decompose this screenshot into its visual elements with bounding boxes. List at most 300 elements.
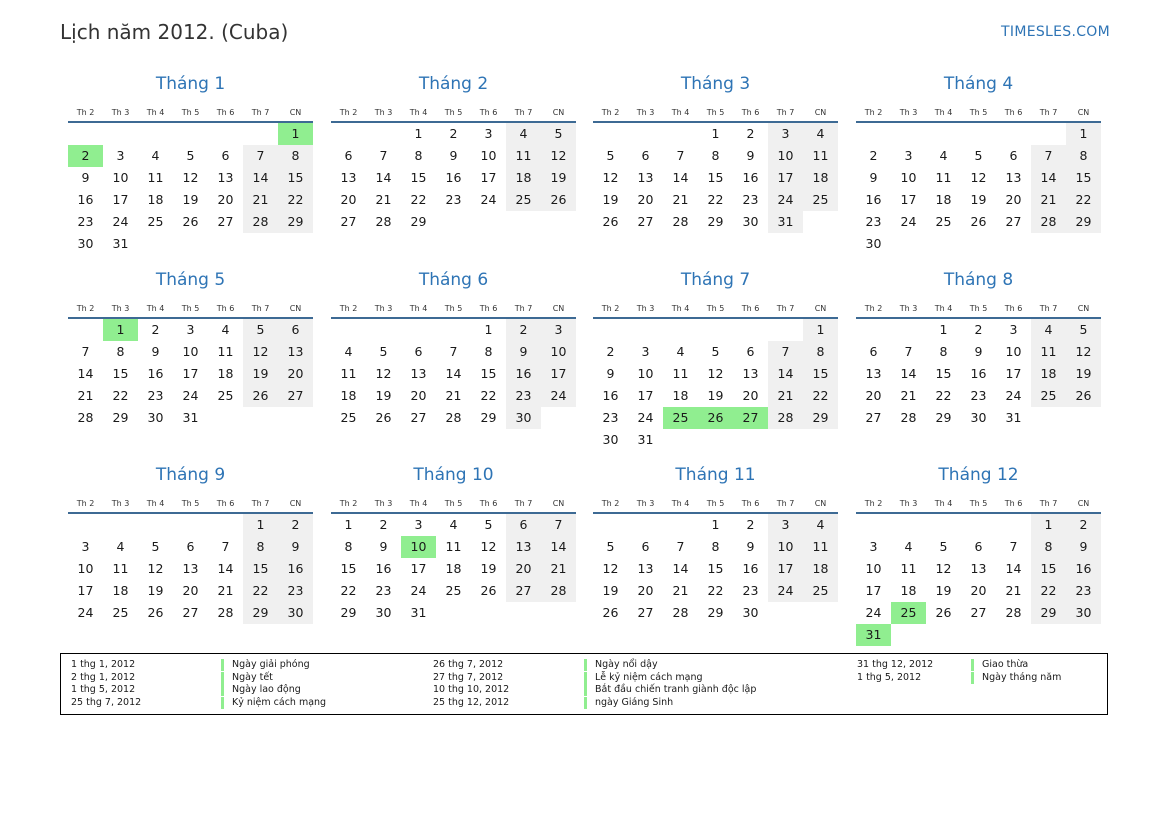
day-cell: 2 bbox=[869, 148, 878, 163]
day-cell: 9 bbox=[746, 539, 755, 554]
day-cell: 23 bbox=[865, 214, 882, 229]
weekday-label: Th 4 bbox=[409, 304, 428, 313]
day-cell: 13 bbox=[182, 561, 199, 576]
day-cell: 9 bbox=[506, 341, 541, 363]
day-cell: 17 bbox=[182, 366, 199, 381]
day-cell: 31 bbox=[182, 410, 199, 425]
day-cell: 14 bbox=[445, 366, 462, 381]
day-cell: 7 bbox=[904, 344, 913, 359]
month-2 bbox=[331, 74, 576, 266]
weekday-label: CN bbox=[552, 499, 565, 508]
day-cell: 30 bbox=[278, 602, 313, 624]
day-cell: 8 bbox=[414, 148, 423, 163]
month-4 bbox=[856, 74, 1101, 266]
day-cell: 21 bbox=[768, 385, 803, 407]
day-cell: 4 bbox=[676, 344, 685, 359]
day-cell: 26 bbox=[970, 214, 987, 229]
month-title: Tháng 3 bbox=[680, 74, 751, 94]
day-cell: 24 bbox=[865, 605, 882, 620]
day-cell: 25 bbox=[935, 214, 952, 229]
day-cell: 15 bbox=[1031, 558, 1066, 580]
day-cell: 25 bbox=[1031, 385, 1066, 407]
day-cell: 5 bbox=[484, 517, 493, 532]
day-cell: 7 bbox=[81, 344, 90, 359]
day-cell: 30 bbox=[506, 407, 541, 429]
weekday-label: CN bbox=[814, 304, 827, 313]
day-cell: 13 bbox=[410, 366, 427, 381]
weekday-label: Th 3 bbox=[374, 499, 393, 508]
month-title: Tháng 7 bbox=[680, 270, 751, 290]
day-cell: 14 bbox=[672, 170, 689, 185]
day-cell: 27 bbox=[410, 410, 427, 425]
month-3 bbox=[593, 74, 838, 266]
day-cell: 6 bbox=[506, 514, 541, 536]
weekday-label: Th 6 bbox=[741, 304, 760, 313]
day-cell: 8 bbox=[1066, 145, 1101, 167]
legend-holiday-name: Kỷ niệm cách mạng bbox=[221, 697, 326, 709]
day-cell: 14 bbox=[77, 366, 94, 381]
day-cell: 2 bbox=[278, 514, 313, 536]
day-cell: 18 bbox=[900, 583, 917, 598]
weekday-label: Th 4 bbox=[146, 499, 165, 508]
weekday-label: Th 3 bbox=[899, 304, 918, 313]
day-cell: 12 bbox=[243, 341, 278, 363]
holiday-day-cell: 10 bbox=[401, 536, 436, 558]
day-cell: 8 bbox=[1031, 536, 1066, 558]
day-cell: 30 bbox=[865, 236, 882, 251]
day-cell: 15 bbox=[243, 558, 278, 580]
weekday-label: CN bbox=[1077, 108, 1090, 117]
day-cell: 23 bbox=[77, 214, 94, 229]
day-cell: 25 bbox=[112, 605, 129, 620]
day-cell: 23 bbox=[742, 192, 759, 207]
day-cell: 17 bbox=[637, 388, 654, 403]
day-cell: 23 bbox=[602, 410, 619, 425]
day-cell: 5 bbox=[606, 539, 615, 554]
day-cell: 13 bbox=[278, 341, 313, 363]
day-cell: 14 bbox=[1031, 167, 1066, 189]
day-cell: 27 bbox=[1005, 214, 1022, 229]
day-cell: 9 bbox=[81, 170, 90, 185]
legend-date: 25 thg 12, 2012 bbox=[433, 696, 510, 708]
day-cell: 18 bbox=[217, 366, 234, 381]
day-cell: 31 bbox=[112, 236, 129, 251]
day-cell: 8 bbox=[711, 539, 720, 554]
day-cell: 13 bbox=[970, 561, 987, 576]
day-cell: 11 bbox=[803, 536, 838, 558]
day-cell: 21 bbox=[1005, 583, 1022, 598]
weekday-label: Th 3 bbox=[111, 304, 130, 313]
day-cell: 4 bbox=[1031, 319, 1066, 341]
weekday-label: Th 6 bbox=[1004, 108, 1023, 117]
day-cell: 3 bbox=[186, 322, 195, 337]
day-cell: 20 bbox=[340, 192, 357, 207]
day-cell: 6 bbox=[641, 539, 650, 554]
day-cell: 18 bbox=[147, 192, 164, 207]
day-cell: 1 bbox=[803, 319, 838, 341]
day-cell: 16 bbox=[602, 388, 619, 403]
day-cell: 20 bbox=[637, 583, 654, 598]
day-cell: 22 bbox=[340, 583, 357, 598]
month-title: Tháng 2 bbox=[418, 74, 489, 94]
day-cell: 13 bbox=[637, 561, 654, 576]
weekday-label: Th 2 bbox=[339, 304, 358, 313]
weekday-label: Th 6 bbox=[1004, 304, 1023, 313]
day-cell: 8 bbox=[939, 344, 948, 359]
day-cell: 5 bbox=[243, 319, 278, 341]
day-cell: 20 bbox=[278, 363, 313, 385]
legend-holiday-name: Ngày lao động bbox=[221, 684, 301, 696]
weekday-label: Th 5 bbox=[706, 304, 725, 313]
day-cell: 28 bbox=[1031, 211, 1066, 233]
month-9 bbox=[68, 465, 313, 657]
day-cell: 27 bbox=[970, 605, 987, 620]
weekday-label: Th 6 bbox=[216, 499, 235, 508]
legend-holiday-name: Giao thừa bbox=[971, 659, 1028, 671]
day-cell: 26 bbox=[1066, 385, 1101, 407]
weekday-label: Th 6 bbox=[741, 499, 760, 508]
day-cell: 21 bbox=[243, 189, 278, 211]
day-cell: 4 bbox=[449, 517, 458, 532]
weekday-label: Th 2 bbox=[864, 108, 883, 117]
day-cell: 11 bbox=[803, 145, 838, 167]
weekday-label: Th 5 bbox=[969, 108, 988, 117]
day-cell: 7 bbox=[1031, 145, 1066, 167]
header-rule bbox=[856, 121, 1101, 123]
day-cell: 6 bbox=[746, 344, 755, 359]
day-cell: 3 bbox=[414, 517, 423, 532]
day-cell: 14 bbox=[1005, 561, 1022, 576]
weekday-label: Th 3 bbox=[899, 108, 918, 117]
day-cell: 12 bbox=[970, 170, 987, 185]
weekday-label: Th 7 bbox=[1039, 304, 1058, 313]
month-8 bbox=[856, 270, 1101, 462]
day-cell: 5 bbox=[939, 539, 948, 554]
day-cell: 4 bbox=[116, 539, 125, 554]
day-cell: 11 bbox=[217, 344, 234, 359]
day-cell: 10 bbox=[637, 366, 654, 381]
day-cell: 24 bbox=[77, 605, 94, 620]
day-cell: 10 bbox=[480, 148, 497, 163]
day-cell: 30 bbox=[375, 605, 392, 620]
day-cell: 31 bbox=[768, 211, 803, 233]
day-cell: 22 bbox=[803, 385, 838, 407]
weekday-label: Th 2 bbox=[601, 108, 620, 117]
day-cell: 20 bbox=[217, 192, 234, 207]
day-cell: 25 bbox=[147, 214, 164, 229]
weekday-label: Th 7 bbox=[251, 108, 270, 117]
weekday-label: CN bbox=[552, 108, 565, 117]
legend-date: 1 thg 5, 2012 bbox=[71, 684, 136, 695]
day-cell: 3 bbox=[768, 123, 803, 145]
day-cell: 16 bbox=[506, 363, 541, 385]
day-cell: 10 bbox=[768, 145, 803, 167]
day-cell: 9 bbox=[151, 344, 160, 359]
day-cell: 3 bbox=[904, 148, 913, 163]
day-cell: 23 bbox=[147, 388, 164, 403]
weekday-label: Th 3 bbox=[111, 108, 130, 117]
day-cell: 5 bbox=[541, 123, 576, 145]
day-cell: 14 bbox=[217, 561, 234, 576]
day-cell: 23 bbox=[1066, 580, 1101, 602]
day-cell: 26 bbox=[602, 214, 619, 229]
day-cell: 13 bbox=[217, 170, 234, 185]
month-1 bbox=[68, 74, 313, 266]
month-title: Tháng 12 bbox=[938, 465, 1019, 485]
weekday-label: Th 2 bbox=[601, 304, 620, 313]
day-cell: 30 bbox=[742, 605, 759, 620]
weekday-label: Th 5 bbox=[969, 304, 988, 313]
legend-date: 27 thg 7, 2012 bbox=[433, 671, 504, 683]
day-cell: 2 bbox=[449, 126, 458, 141]
day-cell: 29 bbox=[803, 407, 838, 429]
day-cell: 30 bbox=[77, 236, 94, 251]
day-cell: 26 bbox=[243, 385, 278, 407]
month-title: Tháng 1 bbox=[155, 74, 226, 94]
legend-date: 10 thg 10, 2012 bbox=[433, 684, 510, 695]
day-cell: 24 bbox=[637, 410, 654, 425]
day-cell: 12 bbox=[147, 561, 164, 576]
day-cell: 13 bbox=[742, 366, 759, 381]
day-cell: 7 bbox=[676, 539, 685, 554]
weekday-label: Th 5 bbox=[181, 108, 200, 117]
day-cell: 1 bbox=[939, 322, 948, 337]
day-cell: 26 bbox=[935, 605, 952, 620]
legend-holiday-name: Ngày tháng năm bbox=[971, 672, 1061, 684]
page-title: Lịch năm 2012. (Cuba) bbox=[60, 20, 289, 44]
day-cell: 22 bbox=[410, 192, 427, 207]
day-cell: 19 bbox=[970, 192, 987, 207]
day-cell: 26 bbox=[480, 583, 497, 598]
day-cell: 28 bbox=[672, 605, 689, 620]
day-cell: 9 bbox=[746, 148, 755, 163]
day-cell: 1 bbox=[711, 517, 720, 532]
day-cell: 21 bbox=[375, 192, 392, 207]
day-cell: 28 bbox=[243, 211, 278, 233]
weekday-label: Th 7 bbox=[514, 108, 533, 117]
day-cell: 7 bbox=[243, 145, 278, 167]
day-cell: 6 bbox=[414, 344, 423, 359]
day-cell: 15 bbox=[1066, 167, 1101, 189]
day-cell: 23 bbox=[445, 192, 462, 207]
day-cell: 14 bbox=[768, 363, 803, 385]
day-cell: 4 bbox=[803, 123, 838, 145]
day-cell: 16 bbox=[375, 561, 392, 576]
day-cell: 10 bbox=[77, 561, 94, 576]
day-cell: 11 bbox=[112, 561, 129, 576]
day-cell: 16 bbox=[1066, 558, 1101, 580]
day-cell: 20 bbox=[410, 388, 427, 403]
day-cell: 1 bbox=[344, 517, 353, 532]
day-cell: 27 bbox=[865, 410, 882, 425]
day-cell: 31 bbox=[1005, 410, 1022, 425]
day-cell: 15 bbox=[278, 167, 313, 189]
day-cell: 14 bbox=[375, 170, 392, 185]
weekday-label: Th 7 bbox=[514, 499, 533, 508]
day-cell: 24 bbox=[768, 189, 803, 211]
day-cell: 14 bbox=[243, 167, 278, 189]
day-cell: 24 bbox=[182, 388, 199, 403]
day-cell: 20 bbox=[506, 558, 541, 580]
month-title: Tháng 4 bbox=[943, 74, 1014, 94]
day-cell: 10 bbox=[900, 170, 917, 185]
day-cell: 29 bbox=[1066, 211, 1101, 233]
day-cell: 5 bbox=[711, 344, 720, 359]
day-cell: 27 bbox=[637, 214, 654, 229]
day-cell: 18 bbox=[935, 192, 952, 207]
day-cell: 5 bbox=[151, 539, 160, 554]
month-5 bbox=[68, 270, 313, 462]
day-cell: 12 bbox=[182, 170, 199, 185]
day-cell: 21 bbox=[900, 388, 917, 403]
day-cell: 23 bbox=[375, 583, 392, 598]
weekday-label: Th 2 bbox=[76, 499, 95, 508]
day-cell: 17 bbox=[541, 363, 576, 385]
day-cell: 19 bbox=[935, 583, 952, 598]
day-cell: 10 bbox=[1005, 344, 1022, 359]
day-cell: 10 bbox=[182, 344, 199, 359]
day-cell: 19 bbox=[602, 192, 619, 207]
day-cell: 15 bbox=[803, 363, 838, 385]
holiday-day-cell: 2 bbox=[68, 145, 103, 167]
day-cell: 20 bbox=[742, 388, 759, 403]
day-cell: 8 bbox=[484, 344, 493, 359]
month-title: Tháng 11 bbox=[675, 465, 756, 485]
day-cell: 12 bbox=[935, 561, 952, 576]
day-cell: 20 bbox=[1005, 192, 1022, 207]
weekday-label: Th 6 bbox=[479, 108, 498, 117]
day-cell: 27 bbox=[506, 580, 541, 602]
day-cell: 11 bbox=[935, 170, 952, 185]
day-cell: 21 bbox=[672, 583, 689, 598]
day-cell: 16 bbox=[278, 558, 313, 580]
day-cell: 15 bbox=[340, 561, 357, 576]
day-cell: 27 bbox=[637, 605, 654, 620]
day-cell: 12 bbox=[1066, 341, 1101, 363]
day-cell: 6 bbox=[641, 148, 650, 163]
day-cell: 17 bbox=[1005, 366, 1022, 381]
day-cell: 7 bbox=[768, 341, 803, 363]
legend-date: 25 thg 7, 2012 bbox=[71, 696, 142, 708]
day-cell: 20 bbox=[970, 583, 987, 598]
day-cell: 4 bbox=[939, 148, 948, 163]
day-cell: 19 bbox=[182, 192, 199, 207]
month-6 bbox=[331, 270, 576, 462]
day-cell: 3 bbox=[81, 539, 90, 554]
day-cell: 13 bbox=[340, 170, 357, 185]
day-cell: 16 bbox=[77, 192, 94, 207]
day-cell: 25 bbox=[803, 189, 838, 211]
weekday-label: Th 4 bbox=[146, 108, 165, 117]
month-10 bbox=[331, 465, 576, 657]
day-cell: 2 bbox=[151, 322, 160, 337]
legend-holiday-name: Ngày nổi dậy bbox=[584, 659, 658, 671]
day-cell: 15 bbox=[112, 366, 129, 381]
day-cell: 7 bbox=[676, 148, 685, 163]
weekday-label: Th 3 bbox=[636, 499, 655, 508]
day-cell: 17 bbox=[900, 192, 917, 207]
day-cell: 29 bbox=[935, 410, 952, 425]
day-cell: 11 bbox=[147, 170, 164, 185]
day-cell: 7 bbox=[449, 344, 458, 359]
day-cell: 6 bbox=[278, 319, 313, 341]
weekday-label: Th 5 bbox=[181, 304, 200, 313]
month-title: Tháng 6 bbox=[418, 270, 489, 290]
day-cell: 25 bbox=[445, 583, 462, 598]
day-cell: 10 bbox=[541, 341, 576, 363]
day-cell: 11 bbox=[445, 539, 462, 554]
weekday-label: Th 6 bbox=[479, 499, 498, 508]
legend-holiday-name: ngày Giáng Sinh bbox=[584, 697, 673, 709]
weekday-label: Th 7 bbox=[251, 304, 270, 313]
day-cell: 25 bbox=[803, 580, 838, 602]
month-title: Tháng 10 bbox=[413, 465, 494, 485]
day-cell: 26 bbox=[375, 410, 392, 425]
day-cell: 17 bbox=[77, 583, 94, 598]
weekday-label: Th 4 bbox=[146, 304, 165, 313]
day-cell: 3 bbox=[641, 344, 650, 359]
day-cell: 27 bbox=[182, 605, 199, 620]
weekday-label: Th 7 bbox=[776, 304, 795, 313]
header-rule bbox=[593, 317, 838, 319]
day-cell: 18 bbox=[803, 167, 838, 189]
legend-date: 26 thg 7, 2012 bbox=[433, 659, 504, 670]
day-cell: 22 bbox=[243, 580, 278, 602]
day-cell: 10 bbox=[112, 170, 129, 185]
holiday-day-cell: 27 bbox=[733, 407, 768, 429]
legend-date: 31 thg 12, 2012 bbox=[857, 659, 934, 670]
holiday-day-cell: 1 bbox=[278, 123, 313, 145]
day-cell: 8 bbox=[344, 539, 353, 554]
legend-date: 1 thg 1, 2012 bbox=[71, 659, 136, 670]
weekday-label: CN bbox=[289, 108, 302, 117]
day-cell: 22 bbox=[112, 388, 129, 403]
weekday-label: Th 6 bbox=[216, 304, 235, 313]
day-cell: 15 bbox=[707, 170, 724, 185]
day-cell: 7 bbox=[221, 539, 230, 554]
day-cell: 25 bbox=[217, 388, 234, 403]
day-cell: 15 bbox=[480, 366, 497, 381]
day-cell: 5 bbox=[974, 148, 983, 163]
day-cell: 30 bbox=[742, 214, 759, 229]
day-cell: 14 bbox=[541, 536, 576, 558]
day-cell: 27 bbox=[217, 214, 234, 229]
day-cell: 2 bbox=[379, 517, 388, 532]
day-cell: 18 bbox=[340, 388, 357, 403]
day-cell: 21 bbox=[1031, 189, 1066, 211]
weekday-label: CN bbox=[814, 499, 827, 508]
month-12 bbox=[856, 465, 1101, 657]
weekday-label: Th 5 bbox=[444, 499, 463, 508]
day-cell: 24 bbox=[112, 214, 129, 229]
day-cell: 1 bbox=[484, 322, 493, 337]
weekday-label: Th 7 bbox=[1039, 108, 1058, 117]
weekday-label: Th 4 bbox=[934, 499, 953, 508]
day-cell: 13 bbox=[637, 170, 654, 185]
legend-holiday-name: Ngày giải phóng bbox=[221, 659, 310, 671]
day-cell: 17 bbox=[410, 561, 427, 576]
weekday-label: Th 4 bbox=[671, 108, 690, 117]
day-cell: 22 bbox=[278, 189, 313, 211]
site-logo[interactable]: TIMESLES.COM bbox=[1001, 24, 1110, 40]
month-title: Tháng 5 bbox=[155, 270, 226, 290]
day-cell: 11 bbox=[506, 145, 541, 167]
day-cell: 27 bbox=[278, 385, 313, 407]
weekday-label: Th 4 bbox=[671, 304, 690, 313]
day-cell: 12 bbox=[480, 539, 497, 554]
day-cell: 24 bbox=[541, 385, 576, 407]
day-cell: 17 bbox=[768, 167, 803, 189]
